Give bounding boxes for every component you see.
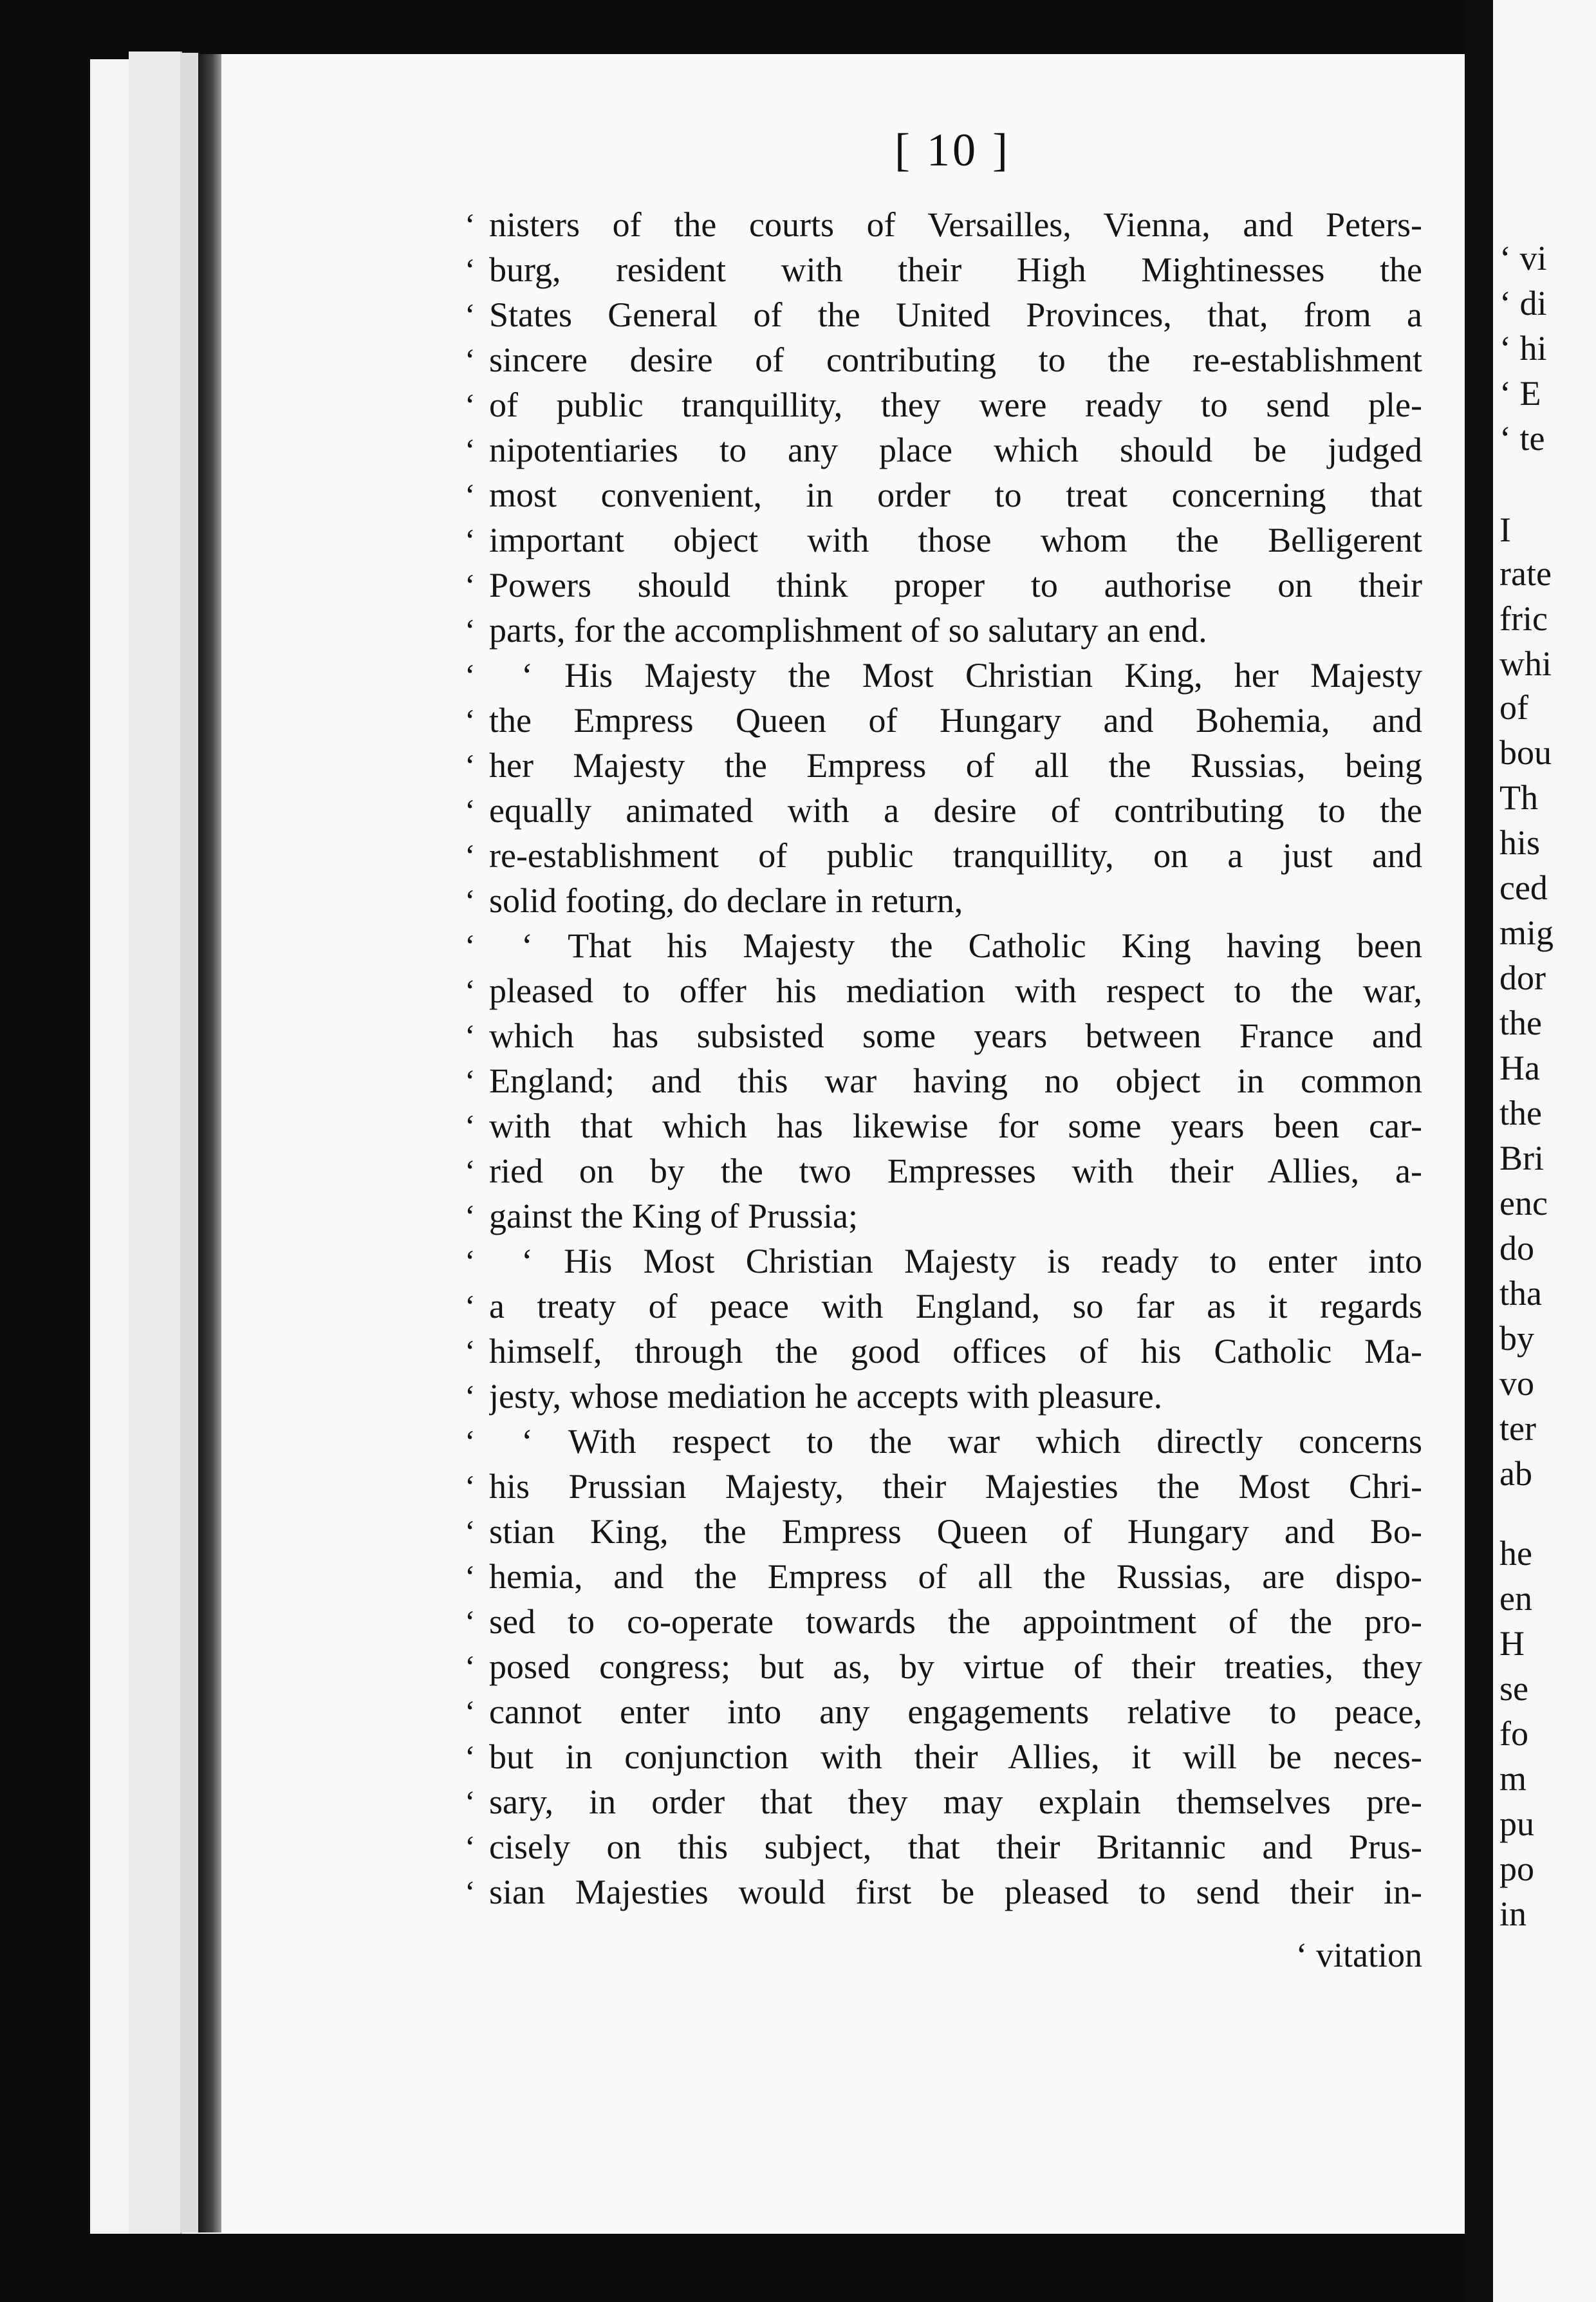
facing-page-fragment: fric — [1499, 599, 1548, 638]
page-gutter — [1465, 0, 1493, 2302]
quote-mark: ‘ — [465, 1739, 476, 1775]
facing-page-fragment: ‘ di — [1499, 284, 1547, 323]
facing-page-fragment: rate — [1499, 554, 1552, 593]
quote-mark: ‘ — [465, 702, 476, 738]
text-line: important object with those whom the Belligerent — [489, 521, 1422, 559]
facing-page-fragment: by — [1499, 1319, 1534, 1358]
facing-page-fragment: ‘ E — [1499, 374, 1541, 413]
facing-page-fragment: mig — [1499, 913, 1554, 952]
facing-page-fragment: ‘ te — [1499, 419, 1545, 458]
quote-mark: ‘ — [465, 1649, 476, 1685]
page-edge — [129, 51, 182, 2234]
facing-page-fragment: do — [1499, 1229, 1534, 1268]
facing-page-fragment: pu — [1499, 1804, 1534, 1843]
facing-page-fragment: ab — [1499, 1454, 1532, 1493]
page-number: [ 10 ] — [895, 124, 1010, 176]
text-line: burg, resident with their High Mightinesses the — [489, 250, 1422, 289]
text-line: parts, for the accomplishment of so salutary an end. — [489, 611, 1207, 650]
facing-page-fragment: whi — [1499, 644, 1552, 683]
facing-page-fragment: his — [1499, 823, 1541, 862]
facing-page-fragment: se — [1499, 1669, 1528, 1708]
text-line: England; and this war having no object in common — [489, 1062, 1422, 1100]
text-line: of public tranquillity, they were ready to send ple- — [489, 386, 1422, 424]
quote-mark: ‘ — [465, 1018, 476, 1054]
text-line: a treaty of peace with England, so far as it regards — [489, 1287, 1422, 1325]
quote-mark: ‘ — [465, 1378, 476, 1414]
text-line: ried on by the two Empresses with their Allies, a- — [489, 1152, 1422, 1190]
facing-page-fragment: in — [1499, 1895, 1527, 1933]
text-line: ‘ With respect to the war which directly concerns — [521, 1422, 1422, 1461]
facing-page-fragment: tha — [1499, 1274, 1542, 1313]
facing-page-fragment: ‘ hi — [1499, 329, 1547, 368]
catchword: ‘ vitation — [1295, 1936, 1422, 1974]
text-line: with that which has likewise for some years been car- — [489, 1107, 1422, 1145]
facing-page-fragment: Ha — [1499, 1049, 1540, 1087]
text-line: posed congress; but as, by virtue of their treaties, they — [489, 1647, 1422, 1686]
text-line: gainst the King of Prussia; — [489, 1197, 858, 1235]
quote-mark: ‘ — [465, 1063, 476, 1099]
facing-page-fragment: I — [1499, 510, 1511, 549]
text-line: hemia, and the Empress of all the Russias, are dispo- — [489, 1557, 1422, 1596]
quote-mark: ‘ — [465, 928, 476, 964]
text-line: most convenient, in order to treat concerning that — [489, 476, 1422, 514]
text-line: sincere desire of contributing to the re-establishment — [489, 341, 1422, 379]
page-edge — [180, 53, 198, 2232]
facing-page-fragment: dor — [1499, 959, 1546, 997]
text-line: himself, through the good offices of his Catholic Ma- — [489, 1332, 1422, 1371]
quote-mark: ‘ — [465, 838, 476, 874]
quote-mark: ‘ — [465, 1694, 476, 1730]
text-line: equally animated with a desire of contributing to the — [489, 791, 1422, 830]
scanner-border-top — [0, 0, 1596, 59]
facing-page-fragment: bou — [1499, 733, 1552, 772]
text-line: her Majesty the Empress of all the Russias, being — [489, 746, 1422, 785]
text-line: ‘ That his Majesty the Catholic King having been — [521, 926, 1422, 965]
text-line: his Prussian Majesty, their Majesties the Most Chri- — [489, 1467, 1422, 1506]
text-line: jesty, whose mediation he accepts with pleasure. — [489, 1377, 1163, 1416]
text-line: but in conjunction with their Allies, it will be neces- — [489, 1737, 1422, 1776]
facing-page-fragment: he — [1499, 1534, 1532, 1573]
text-line: ‘ His Most Christian Majesty is ready to enter into — [521, 1242, 1422, 1280]
quote-mark: ‘ — [465, 1198, 476, 1234]
quote-mark: ‘ — [465, 1153, 476, 1189]
facing-page-fragment: enc — [1499, 1184, 1548, 1222]
facing-page-fragment: ‘ vi — [1499, 239, 1547, 277]
quote-mark: ‘ — [465, 747, 476, 783]
facing-page-fragment: the — [1499, 1094, 1542, 1132]
facing-page-fragment: the — [1499, 1004, 1542, 1042]
text-line: nipotentiaries to any place which should be judged — [489, 431, 1422, 469]
text-line: re-establishment of public tranquillity, on a just and — [489, 836, 1422, 875]
quote-mark: ‘ — [465, 883, 476, 919]
scanner-border-left — [0, 0, 90, 2302]
text-line: solid footing, do declare in return, — [489, 881, 963, 920]
quote-mark: ‘ — [465, 657, 476, 693]
quote-mark: ‘ — [465, 567, 476, 603]
page-edge — [90, 59, 129, 2234]
quote-mark: ‘ — [465, 973, 476, 1009]
text-line: States General of the United Provinces, that, from a — [489, 295, 1422, 334]
quote-mark: ‘ — [465, 1108, 476, 1144]
scanner-border-bottom — [0, 2234, 1596, 2302]
text-line: ‘ His Majesty the Most Christian King, her Majesty — [521, 656, 1422, 695]
quote-mark: ‘ — [465, 1829, 476, 1865]
quote-mark: ‘ — [465, 1784, 476, 1820]
text-line: stian King, the Empress Queen of Hungary and Bo- — [489, 1512, 1422, 1551]
quote-mark: ‘ — [465, 1423, 476, 1459]
text-line: Powers should think proper to authorise on their — [489, 566, 1422, 604]
text-line: sian Majesties would first be pleased to send their in- — [489, 1873, 1422, 1911]
quote-mark: ‘ — [465, 432, 476, 468]
facing-page-fragment: H — [1499, 1624, 1525, 1663]
quote-mark: ‘ — [465, 207, 476, 243]
facing-page-fragment: Th — [1499, 778, 1538, 817]
quote-mark: ‘ — [465, 1558, 476, 1595]
quote-mark: ‘ — [465, 1604, 476, 1640]
facing-page-fragment: Bri — [1499, 1139, 1545, 1177]
quote-mark: ‘ — [465, 522, 476, 558]
quote-mark: ‘ — [465, 297, 476, 333]
text-line: sed to co-operate towards the appointment of the pro- — [489, 1602, 1422, 1641]
facing-page-fragment: ter — [1499, 1409, 1536, 1448]
text-line: the Empress Queen of Hungary and Bohemia, and — [489, 701, 1422, 740]
facing-page-fragment: ced — [1499, 868, 1548, 907]
quote-mark: ‘ — [465, 252, 476, 288]
book-spine-shadow — [198, 54, 221, 2232]
facing-page-fragment: m — [1499, 1759, 1527, 1798]
facing-page-fragment: en — [1499, 1579, 1532, 1618]
facing-page-fragment: po — [1499, 1849, 1534, 1888]
facing-page-fragment: fo — [1499, 1714, 1528, 1753]
quote-mark: ‘ — [465, 1874, 476, 1910]
quote-mark: ‘ — [465, 1288, 476, 1324]
text-line: pleased to offer his mediation with respect to the war, — [489, 971, 1422, 1010]
quote-mark: ‘ — [465, 792, 476, 828]
quote-mark: ‘ — [465, 342, 476, 378]
quote-mark: ‘ — [465, 477, 476, 513]
text-line: cisely on this subject, that their Britannic and Prus- — [489, 1828, 1422, 1866]
quote-mark: ‘ — [465, 1513, 476, 1549]
text-line: nisters of the courts of Versailles, Vienna, and Peters- — [489, 205, 1422, 244]
quote-mark: ‘ — [465, 387, 476, 423]
quote-mark: ‘ — [465, 612, 476, 648]
text-line: which has subsisted some years between France and — [489, 1016, 1422, 1055]
text-line: cannot enter into any engagements relative to peace, — [489, 1692, 1422, 1731]
quote-mark: ‘ — [465, 1243, 476, 1279]
quote-mark: ‘ — [465, 1333, 476, 1369]
facing-page-fragment: of — [1499, 688, 1528, 727]
quote-mark: ‘ — [465, 1468, 476, 1504]
facing-page-fragment: vo — [1499, 1364, 1534, 1403]
text-line: sary, in order that they may explain themselves pre- — [489, 1783, 1422, 1821]
